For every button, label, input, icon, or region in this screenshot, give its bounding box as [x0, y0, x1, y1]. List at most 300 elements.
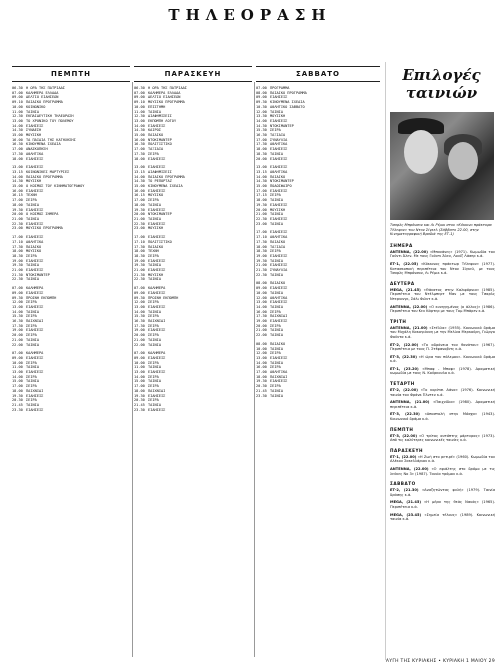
program-title: ΕΙΔΗΣΕΙΣ [148, 188, 166, 193]
program-title: ΠΑΙΔΙΚΟ ΠΡΟΓΡΑΜΜΑ [148, 174, 185, 179]
program-title: ΕΙΔΗΣΕΙΣ [148, 304, 166, 309]
sidebar-day-heading: ΣΗΜΕΡΑ [390, 242, 413, 248]
program-row [256, 333, 380, 338]
movie-pick-description: «Η ώρα του πόλεμου». Κοινωνικό δράμα κ.ά. [390, 354, 495, 364]
program-title: ΤΑΙΝΙΑ [148, 202, 161, 207]
program-title: ΤΑΙΝΙΑ [148, 379, 161, 384]
program-title: ΣΕΙΡΑ [26, 398, 37, 403]
program-time: 09.30 [134, 295, 145, 300]
program-title: ΕΙΔΗΣΕΙΣ [26, 165, 44, 170]
program-time: 17.00 [134, 384, 145, 389]
program-time: 18.00 [256, 374, 267, 379]
program-time: 14.00 [256, 118, 267, 123]
program-title: ΝΤΟΚΙΜΑΝΤΕΡ [270, 179, 294, 184]
program-time: 09.00 [12, 290, 23, 295]
movie-pick-entry [390, 343, 495, 352]
program-title: ΤΑΙΝΙΑ [270, 360, 283, 365]
program-time: 13.15 [134, 169, 145, 174]
program-title: Η ΩΡΑ ΤΗΣ ΠΑΤΡΙΔΑΣ [26, 86, 65, 90]
program-time: 11.00 [134, 365, 145, 370]
program-time: 08.00 [256, 281, 267, 286]
program-title: ΤΑΙΝΙΑ [270, 333, 283, 338]
program-time: 20.30 [256, 384, 267, 389]
movie-pick-channel: ΕΤ-2, (22.00) [390, 388, 418, 393]
program-title: ΕΙΔΗΣΕΙΣ [148, 165, 166, 170]
program-time: 18.00 [134, 156, 145, 161]
program-title: ΠΡΟΓΡΑΜΜΑ [270, 86, 290, 90]
program-time: 19.00 [12, 328, 23, 333]
movie-pick-channel: ΕΤ-3, (22.30) [390, 354, 417, 359]
program-time: 12.00 [12, 300, 23, 305]
program-row [134, 157, 252, 162]
program-time: 18.00 [256, 198, 267, 203]
program-title: ΜΟΥΣΙΚΗ [148, 272, 164, 277]
program-title: ΕΙΔΗΣΕΙΣ [26, 221, 44, 226]
program-time: 20.00 [12, 333, 23, 338]
program-time: 13.00 [134, 304, 145, 309]
program-title: ΜΟΥΣΙΚΗ [270, 114, 286, 119]
program-time: 14.30 [256, 123, 267, 128]
program-title: ΕΙΔΗΣΕΙΣ [148, 156, 166, 161]
program-time: 17.00 [134, 147, 145, 152]
program-time: 16.30 [12, 142, 23, 147]
program-title: ΕΙΔΗΣΕΙΣ [148, 328, 166, 333]
program-title: ΜΟΥΣΙΚΟ ΠΡΟΓΡΑΜΜΑ [148, 100, 185, 105]
program-time: 17.30 [12, 244, 23, 249]
program-time: 20.00 [256, 323, 267, 328]
page-footer: ΑΥΓΗ ΤΗΣ ΚΥΡΙΑΚΗΣ • ΚΥΡΙΑΚΗ 1 ΜΑΙΟΥ 29 [385, 659, 495, 664]
program-time: 10.00 [12, 104, 23, 109]
program-title: ΕΙΔΗΣΕΙΣ [26, 290, 44, 295]
program-title: ΣΕΙΡΑ [148, 314, 159, 319]
program-title: ΤΑΙΝΙΑ [270, 272, 283, 277]
program-title: ΚΙΝΟΥΜΕΝΑ ΣΧΕΔΙΑ [26, 142, 61, 147]
program-title: ΤΑΙΝΙΑ [26, 365, 39, 370]
program-title: ΑΘΛΗΤΙΚΑ [26, 151, 44, 156]
program-title: ΤΑΙΝΙΑ [148, 337, 161, 342]
day-header-thursday: ΠΕΜΠΤΗ [12, 66, 130, 82]
program-title: ΕΙΔΗΣΕΙΣ [270, 253, 288, 258]
program-time: 17.30 [134, 244, 145, 249]
program-time: 17.30 [256, 314, 267, 319]
program-time: 21.00 [256, 263, 267, 268]
program-title: Ο ΚΟΣΜΟΣ ΣΗΜΕΡΑ [26, 212, 59, 217]
program-time: 15.30 [12, 314, 23, 319]
program-time: 22.30 [134, 277, 145, 282]
program-title: ΕΙΔΗΣΕΙΣ [148, 235, 166, 240]
program-title: ΕΚΠΟΜΠΗ ΛΟΓΟΥ [148, 118, 177, 123]
program-title: ΤΑΙΝΙΑ [26, 109, 39, 114]
program-time: 10.00 [256, 290, 267, 295]
program-title: ΣΕΙΡΑ [26, 198, 37, 203]
program-time: 22.30 [256, 216, 267, 221]
program-time: 17.00 [134, 235, 145, 240]
program-time: 21.00 [12, 216, 23, 221]
program-title: ΕΙΔΗΣΕΙΣ [26, 235, 44, 240]
sidebar-day-heading: ΤΕΤΑΡΤΗ [390, 381, 415, 387]
program-time: 19.30 [134, 263, 145, 268]
program-time: 17.30 [256, 142, 267, 147]
program-title: ΣΕΙΡΑ [148, 151, 159, 156]
movie-pick-channel: ΕΤ-2, (21.30) [390, 488, 419, 493]
program-title: ΕΙΔΗΣΕΙΣ [148, 393, 166, 398]
program-title: ΕΙΔΗΣΕΙΣ [270, 156, 288, 161]
program-title: ΕΙΔΗΣΕΙΣ [26, 328, 44, 333]
program-time: 18.30 [256, 151, 267, 156]
movie-pick-channel: MEGA, (21.45) [390, 287, 421, 292]
program-title: ΤΑΙΝΙΑ [26, 309, 39, 314]
program-time: 23.30 [134, 407, 145, 412]
channel-block [12, 235, 130, 282]
program-title: ΜΟΥΣΙΚΗ [270, 207, 286, 212]
program-title: ΤΑΙΝΙΑ [148, 263, 161, 268]
movie-pick-description: «Το αδράνεια του θανάτου» (1967). Περιπέτεια με τους Π. Στέφανοβιτς κ.ά. [390, 342, 495, 352]
program-time: 21.45 [12, 403, 23, 407]
schedule-column-saturday [256, 86, 380, 656]
movie-pick-entry [390, 412, 495, 421]
program-time: 22.30 [12, 221, 23, 226]
movie-pick-entry [390, 500, 495, 509]
program-row [12, 277, 130, 282]
program-title: ΤΑΙΝΙΑ [148, 277, 161, 282]
program-title: ΕΙΔΗΣΕΙΣ [26, 355, 44, 360]
program-time: 17.10 [256, 235, 267, 240]
movie-pick-description: «Θάνατος στην Καλιφόρνια» (1985). Περιπέτεια του Ντέλμπερτ Μαν με τους Τσαρλς Ντερνινγκ, Σάλι Φιλντ κ.ά. [390, 287, 495, 301]
channel-block [256, 281, 380, 337]
program-time: 17.30 [134, 323, 145, 328]
program-time: 19.00 [12, 258, 23, 263]
program-title: ΜΟΥΣΙΚΗ [26, 179, 42, 184]
program-time: 14.30 [12, 179, 23, 184]
program-time: 13.15 [12, 169, 23, 174]
program-time: 23.00 [12, 226, 23, 231]
program-time: 14.00 [12, 123, 23, 128]
program-time: 19.00 [256, 253, 267, 258]
program-time: 14.00 [134, 174, 145, 179]
program-title: ΣΕΙΡΑ [26, 300, 37, 305]
sidebar-day-heading: ΠΕΜΠΤΗ [390, 426, 414, 432]
program-title: ΕΙΔΗΣΕΙΣ [26, 304, 44, 309]
program-time: 22.00 [134, 342, 145, 347]
program-time: 19.30 [256, 379, 267, 384]
program-title: ΣΥΝΔΕΣΗ [26, 128, 42, 133]
movie-pick-entry [390, 400, 495, 409]
program-row [12, 343, 130, 348]
program-title: ΕΠΙΣΤΗΜΗ [148, 104, 166, 109]
program-title: ΕΚΠΑΙΔΕΥΤΙΚΗ ΤΗΛΕΟΡΑΣΗ [26, 114, 74, 119]
program-title: ΣΕΙΡΑ [148, 384, 159, 389]
program-title: ΔΙΑΦΗΜΙΣΕΙΣ [148, 114, 172, 119]
program-time: 18.00 [12, 249, 23, 254]
movie-pick-description: «Η μέρα της θεάς Νανάς» (1965). Περιπέτεια κ.ά. [390, 500, 495, 509]
movie-pick-description: «Το κορίτσι Αάνα» (1976). Κοινωνική ταινία του Φράνκ Έλντεν κ.ά. [390, 388, 495, 397]
program-time: 12.00 [256, 351, 267, 356]
program-title: ΕΙΔΗΣΕΙΣ [270, 263, 288, 268]
program-time: 16.30 [134, 319, 145, 324]
program-title: ΣΕΙΡΑ [148, 253, 159, 258]
program-time: 17.00 [12, 147, 23, 152]
program-title: ΣΕΙΡΑ [270, 128, 281, 133]
program-title: ΤΑΙΝΙΑ [26, 342, 39, 347]
program-title: ΕΙΔΗΣΕΙΣ [148, 370, 166, 375]
program-title: ΠΑΙΧΝΙΔΙ [270, 374, 288, 379]
program-title: ΕΙΔΗΣΕΙΣ [26, 258, 44, 263]
program-title: ΤΑΞΙΔΙΑ [270, 244, 286, 249]
program-time: 12.30 [134, 114, 145, 119]
program-title: ΚΑΛΗΜΕΡΑ ΕΛΛΑΔΑ [148, 90, 181, 95]
program-title: ΣΕΙΡΑ [26, 314, 37, 319]
program-title: ΤΑ ΠΑΙΔΙΑ ΤΗΣ ΚΑΤΗΧΗΣΗΣ [26, 137, 76, 142]
movie-pick-entry [390, 250, 495, 259]
program-time: 17.30 [12, 151, 23, 156]
program-time: 21.00 [12, 268, 23, 273]
program-title: ΕΙΔΗΣΕΙΣ [148, 207, 166, 212]
program-title: ΤΑΙΝΙΑ [148, 216, 161, 221]
program-title: ΝΤΟΚΙΜΑΝΤΕΡ [148, 212, 172, 217]
program-time: 20.30 [134, 398, 145, 403]
program-time: 07.00 [12, 351, 23, 356]
program-time: 15.00 [134, 184, 145, 189]
movie-pick-description: «Αποστολή στην Μόσχα» (1943). Κοινωνικό δράμα κ.ά. [390, 412, 495, 422]
movie-pick-channel: ΕΤ-3, (22.00) [390, 433, 418, 438]
program-time: 18.30 [134, 253, 145, 258]
program-time: 14.00 [12, 174, 23, 179]
program-title: ΑΘΛΗΤΙΚΑ [270, 169, 288, 174]
movie-pick-description: «Ο εφιάλτης στο δρόμο με τις λεύκες Νο 3» (1987). Ταινία τρόμου κ.ά. [390, 467, 495, 476]
program-title: ΤΑΙΝΙΑ [26, 202, 39, 207]
program-title: ΣΥΝΑΥΛΙΑ [270, 268, 288, 273]
program-time: 17.00 [134, 198, 145, 203]
program-title: ΕΙΔΗΣΕΙΣ [270, 379, 288, 384]
program-time: 14.00 [12, 309, 23, 314]
program-time: 21.30 [134, 272, 145, 277]
program-title: ΠΑΙΔΙΚΟ ΠΡΟΓΡΑΜΜΑ [26, 100, 63, 105]
channel-block [256, 230, 380, 277]
column-divider [254, 82, 255, 657]
program-title: ΕΙΔΗΣΕΙΣ [148, 407, 166, 412]
day-header-saturday: ΣΑΒΒΑΤΟ [256, 66, 380, 82]
program-time: 21.00 [12, 337, 23, 342]
program-time: 13.30 [256, 114, 267, 119]
movie-pick-entry [390, 455, 495, 464]
program-time: 17.00 [12, 384, 23, 389]
program-time: 18.00 [256, 244, 267, 249]
program-title: ΤΑΙΝΙΑ [148, 309, 161, 314]
program-time: 13.00 [12, 304, 23, 309]
sidebar-title: Επιλογές ταινιών [402, 66, 481, 102]
program-time: 21.00 [256, 212, 267, 217]
program-time: 12.00 [256, 295, 267, 300]
program-title: ΕΙΔΗΣΕΙΣ [270, 165, 288, 170]
program-title: ΚΙΝΟΥΜΕΝΑ ΣΧΕΔΙΑ [148, 184, 183, 189]
program-title: ΑΝΑΣΚΟΠΗΣΗ [26, 147, 48, 152]
program-title: ΠΑΙΔΙΚΟ ΠΡΟΓΡΑΜΜΑ [270, 90, 307, 95]
program-title: ΑΘΛΗΤΙΚΑ [270, 370, 288, 375]
program-title: ΕΙΔΗΣΕΙΣ [148, 221, 166, 226]
program-time: 14.00 [256, 304, 267, 309]
program-time: 14.00 [256, 174, 267, 179]
sidebar-day-heading: ΤΡΙΤΗ [390, 318, 407, 324]
program-time: 09.00 [256, 286, 267, 291]
program-time: 17.30 [256, 239, 267, 244]
program-title: ΚΑΛΗΜΕΡΑ [148, 286, 166, 291]
program-time: 18.00 [12, 388, 23, 393]
program-time: 18.00 [134, 202, 145, 207]
program-time: 20.00 [256, 207, 267, 212]
program-title: ΚΑΙΡΟΣ [148, 128, 161, 133]
program-row [256, 157, 380, 162]
program-time: 08.00 [256, 341, 267, 346]
program-time: 19.30 [12, 393, 23, 398]
program-title: ΕΙΔΗΣΕΙΣ [270, 202, 288, 207]
program-time: 10.30 [256, 104, 267, 109]
program-title: ΕΙΔΗΣΕΙΣ [270, 188, 288, 193]
channel-block [12, 351, 130, 412]
program-time: 21.45 [256, 388, 267, 393]
program-time: 09.00 [134, 95, 145, 100]
program-time: 13.00 [134, 165, 145, 170]
program-time: 17.00 [12, 235, 23, 240]
program-time: 15.30 [134, 314, 145, 319]
program-title: ΠΟΔΟΣΦΑΙΡΟ [270, 184, 292, 189]
program-title: ΕΙΔΗΣΕΙΣ [270, 118, 288, 123]
program-time: 15.00 [12, 133, 23, 138]
program-time: 14.00 [12, 374, 23, 379]
program-title: ΕΙΔΗΣΕΙΣ [148, 268, 166, 273]
program-title: ΠΑΙΔΙΚΟ [270, 281, 286, 286]
program-title: ΑΘΛΗΤΙΚΑ [270, 235, 288, 240]
program-title: ΣΕΙΡΑ [270, 323, 281, 328]
program-title: ΣΕΙΡΑ [270, 351, 281, 356]
program-time: 17.30 [12, 323, 23, 328]
program-title: ΤΑΙΝΙΑ [270, 221, 283, 226]
program-title: ΤΑΙΝΙΑ [26, 379, 39, 384]
program-title: ΕΙΔΗΣΕΙΣ [270, 300, 288, 305]
movie-pick-entry [390, 305, 495, 314]
program-time: 19.00 [134, 258, 145, 263]
movie-pick-channel: MEGA, (23.45) [390, 512, 422, 517]
program-time: 09.00 [12, 355, 23, 360]
program-time: 09.00 [134, 290, 145, 295]
program-time: 21.45 [134, 403, 145, 407]
program-time: 17.00 [256, 370, 267, 375]
movie-pick-entry [390, 434, 495, 443]
program-time: 14.00 [256, 360, 267, 365]
channel-block [134, 235, 252, 282]
program-title: ΤΑΙΝΙΑ [26, 337, 39, 342]
program-title: ΠΑΙΔΙΚΟ [270, 239, 286, 244]
program-title: ΤΑΙΝΙΑ [26, 216, 39, 221]
program-title: ΔΙΑΦΗΜΙΣΕΙΣ [148, 169, 172, 174]
program-title: ΜΟΥΣΙΚΟ [26, 249, 42, 254]
program-time: 17.00 [256, 188, 267, 193]
program-title: ΠΑΙΔΙΚΟ ΠΡΟΓΡΑΜΜΑ [26, 174, 63, 179]
movie-pick-description: «Μπανάνες» (1971). Κωμωδία του Γούντι Άλεν. Με τους Γούντι Άλεν, Λουίζ Λάσερ κ.ά. [390, 249, 495, 259]
program-time: 19.30 [12, 207, 23, 212]
program-time: 13.00 [256, 355, 267, 360]
program-title: ΣΕΙΡΑ [148, 198, 159, 203]
channel-block [256, 342, 380, 398]
program-time: 07.00 [134, 286, 145, 291]
program-title: ΤΑΙΝΙΑ [148, 365, 161, 370]
program-title: ΤΑΙΝΙΑ [270, 109, 283, 114]
channel-block [256, 86, 380, 161]
program-time: 09.00 [134, 355, 145, 360]
program-time: 16.30 [134, 142, 145, 147]
program-title: ΑΘΛΗΤΙΚΟ ΣΑΒΒΑΤΟ [270, 104, 305, 109]
program-title: ΕΙΔΗΣΕΙΣ [26, 156, 44, 161]
program-title: ΕΙΔΗΣΕΙΣ [26, 207, 44, 212]
program-title: ΤΑΙΝΙΑ [270, 388, 283, 393]
program-title: ΤΕΧΝΗ [148, 249, 159, 254]
movie-pick-description: «Ο κυνηγημένος (ο άλλος)» (1986). Περιπέτεια του Κεν Κάρτερ με τους Τομ Μπάρεν κ.ά. [390, 304, 495, 314]
program-title: ΕΙΔΗΣΕΙΣ [26, 370, 44, 375]
program-title: ΣΕΙΡΑ [148, 333, 159, 338]
movie-still-photo [390, 112, 494, 220]
program-time: 13.00 [134, 118, 145, 123]
program-title: ΜΟΥΣΙΚΟ ΠΡΟΓΡΑΜΜΑ [26, 226, 63, 231]
program-title: ΤΑΙΝΙΑ [270, 212, 283, 217]
movie-pick-entry [390, 326, 495, 340]
program-time: 06.30 [12, 86, 23, 90]
program-time: 18.00 [134, 249, 145, 254]
program-time: 20.00 [256, 156, 267, 161]
program-time: 21.30 [12, 272, 23, 277]
sidebar-day-heading: ΣΑΒΒΑΤΟ [390, 481, 416, 487]
day-header-friday: ΠΑΡΑΣΚΕΥΗ [134, 66, 252, 82]
program-time: 06.30 [134, 86, 145, 90]
program-time: 19.30 [134, 207, 145, 212]
program-title: ΠΑΙΧΝΙΔΙ [26, 388, 44, 393]
program-time: 10.00 [134, 104, 145, 109]
program-time: 19.30 [256, 258, 267, 263]
program-title: ΠΑΙΔΙΚΟ [26, 244, 42, 249]
movie-pick-description: «Ο τρίτος αυτόπτης μάρτυρας» (1973). Από τις καλύτερες κοινωνικές ταινίες κ.ά. [390, 433, 495, 443]
program-time: 17.15 [256, 193, 267, 198]
program-time: 21.00 [134, 268, 145, 273]
movie-pick-channel: ΕΤ-3, (22.30) [390, 412, 420, 417]
program-title: ΤΑΙΝΙΑ [270, 393, 283, 398]
program-title: ΚΟΙΝΩΝΙΚΟ [26, 104, 46, 109]
program-time: 16.00 [134, 137, 145, 142]
program-title: ΔΕΛΤΙΟ ΕΙΔΗΣΕΩΝ [148, 95, 181, 100]
program-time: 10.00 [134, 360, 145, 365]
program-time: 18.30 [12, 253, 23, 258]
program-time: 22.30 [256, 272, 267, 277]
program-time: 19.30 [256, 202, 267, 207]
program-time: 18.00 [256, 147, 267, 152]
program-title: ΤΑΞΙΔΙΑ [148, 147, 164, 152]
program-title: ΠΡΩΙΝΗ ΕΚΠΟΜΠΗ [148, 295, 179, 300]
program-title: ΠΑΙΧΝΙΔΙ [270, 314, 288, 319]
program-time: 14.00 [134, 374, 145, 379]
program-title: ΤΕΧΝΗ [26, 193, 37, 198]
channel-block [12, 286, 130, 347]
program-time: 15.00 [134, 379, 145, 384]
program-time: 13.00 [134, 370, 145, 375]
movie-pick-channel: ANTENNA, (22.00) [390, 304, 428, 309]
program-title: ΕΙΔΗΣΕΙΣ [148, 355, 166, 360]
program-time: 16.00 [256, 309, 267, 314]
channel-block [134, 86, 252, 161]
program-time: 15.00 [12, 184, 23, 189]
movie-pick-channel: ΕΤ-1, (22.05) [390, 261, 419, 266]
program-title: ΕΙΔΗΣΕΙΣ [148, 290, 166, 295]
program-row [256, 394, 380, 399]
program-time: 16.30 [12, 319, 23, 324]
program-title: ΚΑΛΗΜΕΡΑ ΕΛΛΑΔΑ [26, 90, 59, 95]
program-title: ΤΑΙΝΙΑ [270, 328, 283, 333]
